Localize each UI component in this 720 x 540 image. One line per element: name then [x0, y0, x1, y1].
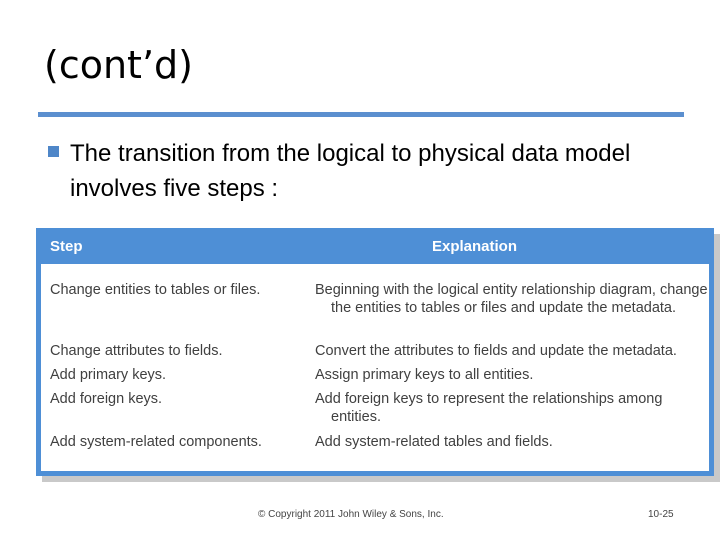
title-divider: [38, 112, 684, 117]
table-cell-step: Add primary keys.: [50, 367, 167, 383]
copyright-notice: © Copyright 2011 John Wiley & Sons, Inc.: [258, 509, 444, 520]
table-cell-step: Add foreign keys.: [50, 391, 163, 407]
table-body: [41, 264, 709, 471]
table-cell-step: Change attributes to fields.: [50, 343, 223, 359]
steps-table: [36, 228, 714, 476]
table-cell-explanation: Add system-related tables and fields.: [315, 434, 553, 450]
column-header-step: Step: [50, 238, 83, 255]
table-cell-explanation: Convert the attributes to fields and update the metadata.: [315, 343, 677, 359]
table-cell-explanation: Beginning with the logical entity relationship diagram, change the entities to tables or files and update the metadata.: [315, 282, 708, 316]
page-number: 10-25: [648, 509, 674, 520]
square-bullet-icon: [48, 146, 59, 157]
bullet-text: The transition from the logical to physical data model involves five steps :: [70, 140, 631, 202]
table-cell-explanation: Assign primary keys to all entities.: [315, 367, 534, 383]
slide-title: (cont’d): [44, 43, 193, 87]
table-cell-explanation: Add foreign keys to represent the relationships among entities.: [315, 391, 663, 425]
bullet-item: [48, 136, 688, 206]
table-cell-step: Change entities to tables or files.: [50, 282, 261, 298]
table-cell-step: Add system-related components.: [50, 434, 262, 450]
column-header-explanation: Explanation: [432, 238, 518, 255]
